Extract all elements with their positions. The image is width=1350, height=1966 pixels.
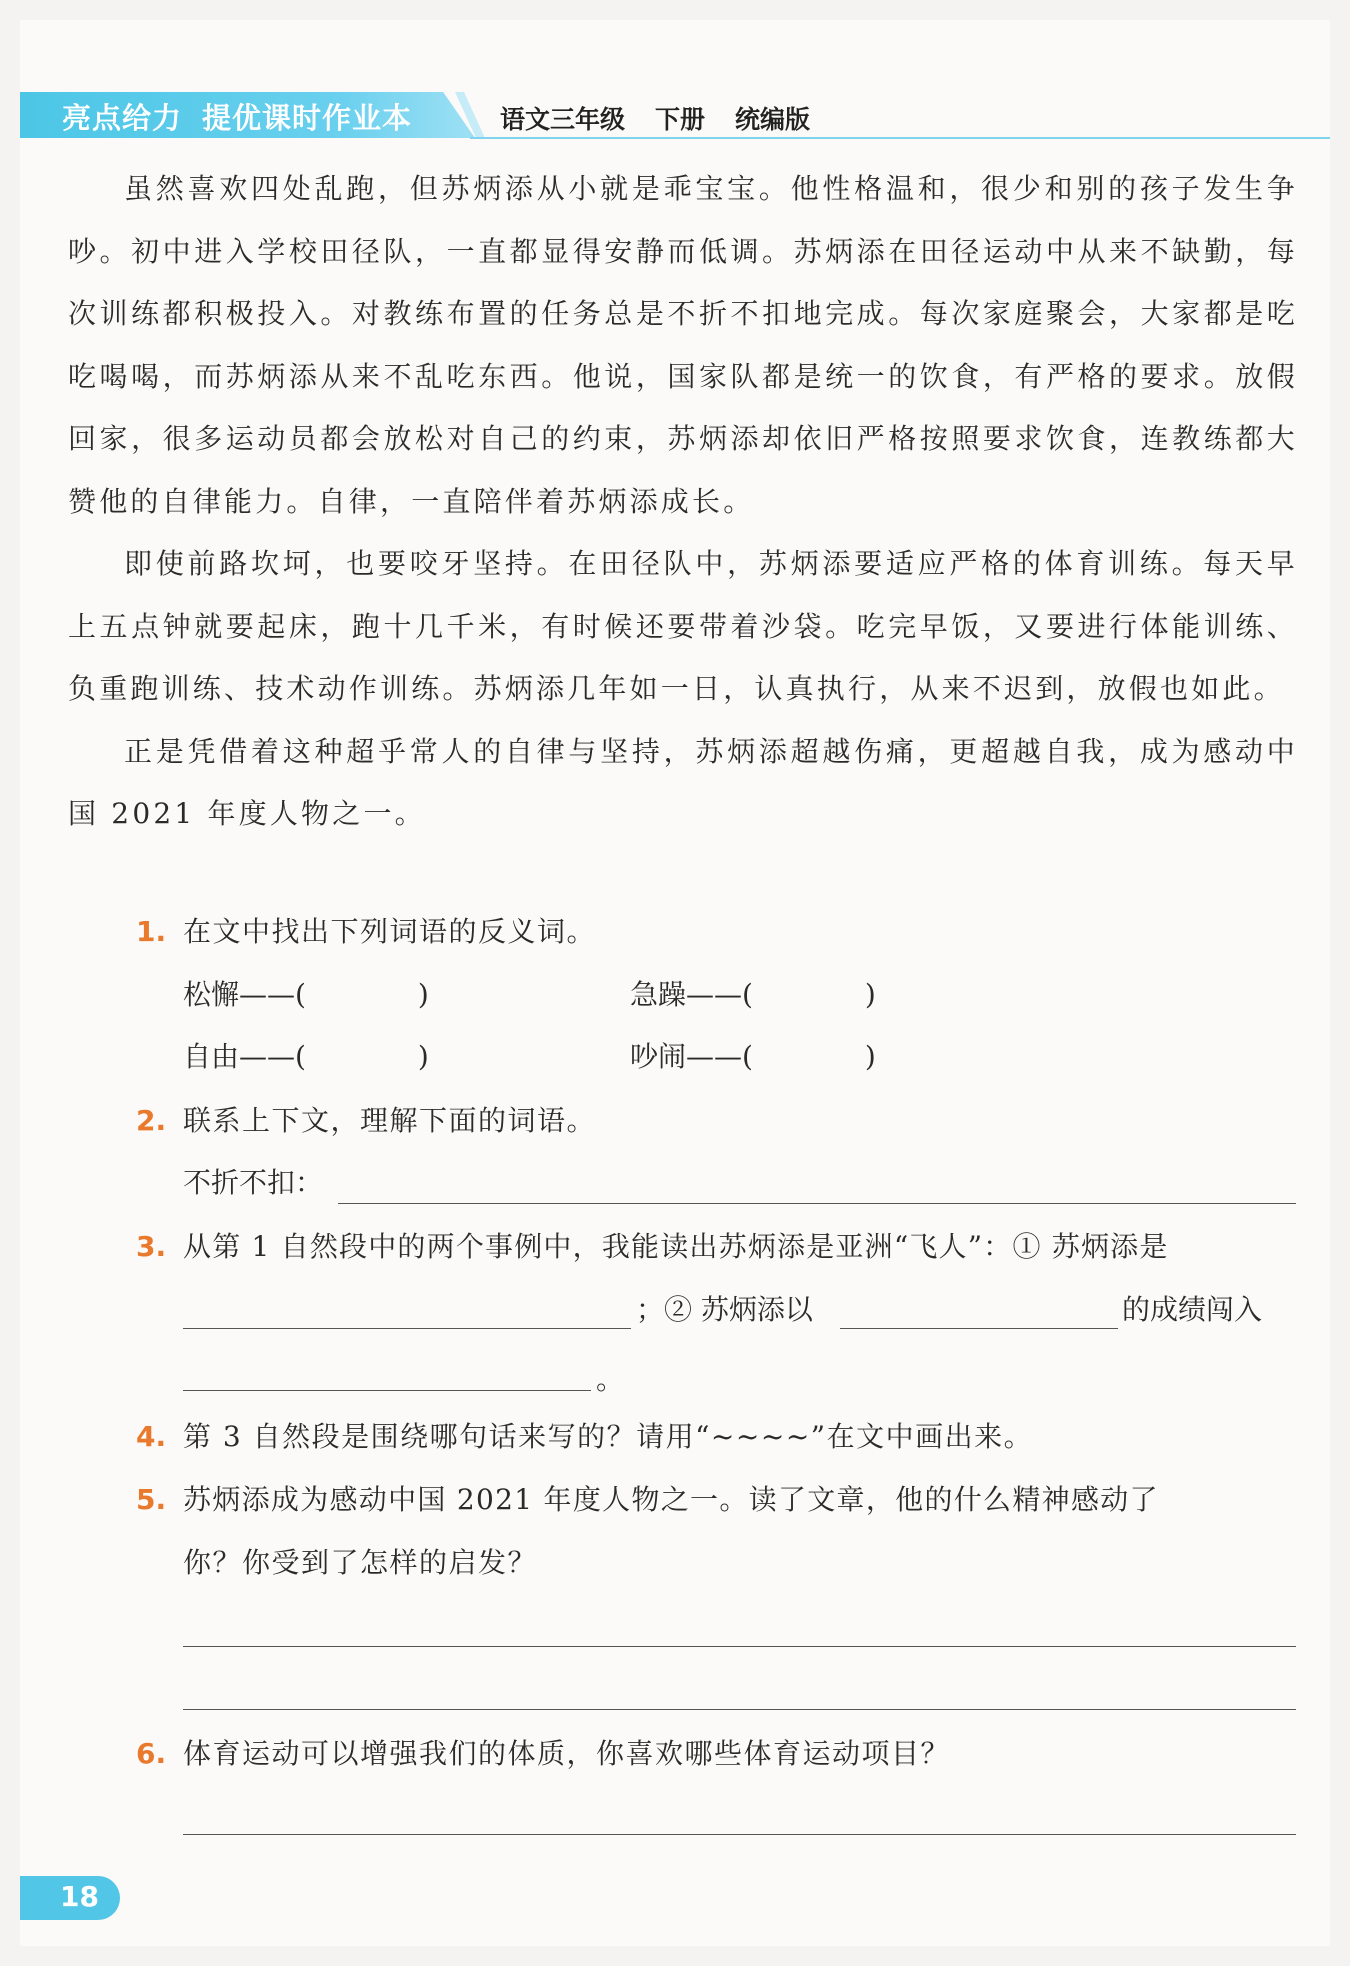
header-rule	[470, 137, 1330, 139]
question-6-text: 体育运动可以增强我们的体质，你喜欢哪些体育运动项目？	[183, 1737, 951, 1770]
question-5-number: 5.	[136, 1483, 167, 1516]
question-1-text: 在文中找出下列词语的反义词。	[183, 915, 597, 948]
volume: 下册	[655, 105, 706, 134]
question-3-end: 的成绩闯入	[1122, 1293, 1263, 1326]
book-info	[500, 100, 840, 136]
reading-passage	[68, 158, 1298, 846]
passage-paragraph: 虽然喜欢四处乱跑，但苏炳添从小就是乖宝宝。他性格温和，很少和别的孩子发生争吵。初中进入学校田径队，一直都显得安静而低调。苏炳添在田径运动中从来不缺勤，每次训练都积极投入。对教练布置的任务总是不折不扣地完成。每次家庭聚会，大家都是吃吃喝喝，而苏炳添从来不乱吃东西。他说，国家队都是统一的饮食，有严格的要求。放假回家，很多运动员都会放松对自己的约束，苏炳添却依旧严格按照要求饮食，连教练都大赞他的自律能力。自律，一直陪伴着苏炳添成长。	[68, 172, 1298, 518]
brand-part2: 提优课时作业本	[202, 101, 413, 135]
antonym-item-1[interactable]: 松懈——( )	[183, 978, 429, 1011]
edition: 统编版	[735, 105, 811, 134]
question-4-text: 第 3 自然段是围绕哪句话来写的？请用“~~~~”在文中画出来。	[183, 1420, 1034, 1453]
question-3-period: 。	[596, 1363, 625, 1396]
passage-paragraph: 正是凭借着这种超乎常人的自律与坚持，苏炳添超越伤痛，更超越自我，成为感动中国 2021 年度人物之一。	[68, 734, 1298, 830]
answer-line[interactable]	[183, 1390, 591, 1391]
question-3-mid: ；② 苏炳添以	[636, 1293, 813, 1326]
question-2-number: 2.	[136, 1104, 167, 1137]
answer-line[interactable]	[183, 1646, 1296, 1647]
question-5-text: 苏炳添成为感动中国 2021 年度人物之一。读了文章，他的什么精神感动了	[183, 1483, 1159, 1516]
page-number: 18	[60, 1880, 99, 1913]
question-3-number: 3.	[136, 1230, 167, 1263]
antonym-item-4[interactable]: 吵闹——( )	[630, 1040, 876, 1073]
answer-line[interactable]	[840, 1328, 1118, 1329]
antonym-item-3[interactable]: 自由——( )	[183, 1040, 429, 1073]
question-1-number: 1.	[136, 915, 167, 948]
antonym-item-2[interactable]: 急躁——( )	[630, 978, 876, 1011]
answer-line[interactable]	[183, 1328, 631, 1329]
question-6-number: 6.	[136, 1737, 167, 1770]
passage-paragraph: 即使前路坎坷，也要咬牙坚持。在田径队中，苏炳添要适应严格的体育训练。每天早上五点钟就要起床，跑十几千米，有时候还要带着沙袋。吃完早饭，又要进行体能训练、负重跑训练、技术动作训练。苏炳添几年如一日，认真执行，从来不迟到，放假也如此。	[68, 547, 1298, 705]
question-3-text: 从第 1 自然段中的两个事例中，我能读出苏炳添是亚洲“飞人”：① 苏炳添是	[183, 1230, 1169, 1263]
answer-line[interactable]	[183, 1834, 1296, 1835]
question-2-label: 不折不扣：	[183, 1166, 324, 1199]
question-5-text-cont: 你？你受到了怎样的启发？	[183, 1546, 538, 1579]
question-2-text: 联系上下文，理解下面的词语。	[183, 1104, 597, 1137]
subject-grade: 语文三年级	[500, 105, 626, 134]
answer-line[interactable]	[338, 1203, 1296, 1204]
answer-line[interactable]	[183, 1709, 1296, 1710]
question-4-number: 4.	[136, 1420, 167, 1453]
brand-part1: 亮点给力	[62, 101, 183, 135]
brand-title	[62, 96, 432, 137]
